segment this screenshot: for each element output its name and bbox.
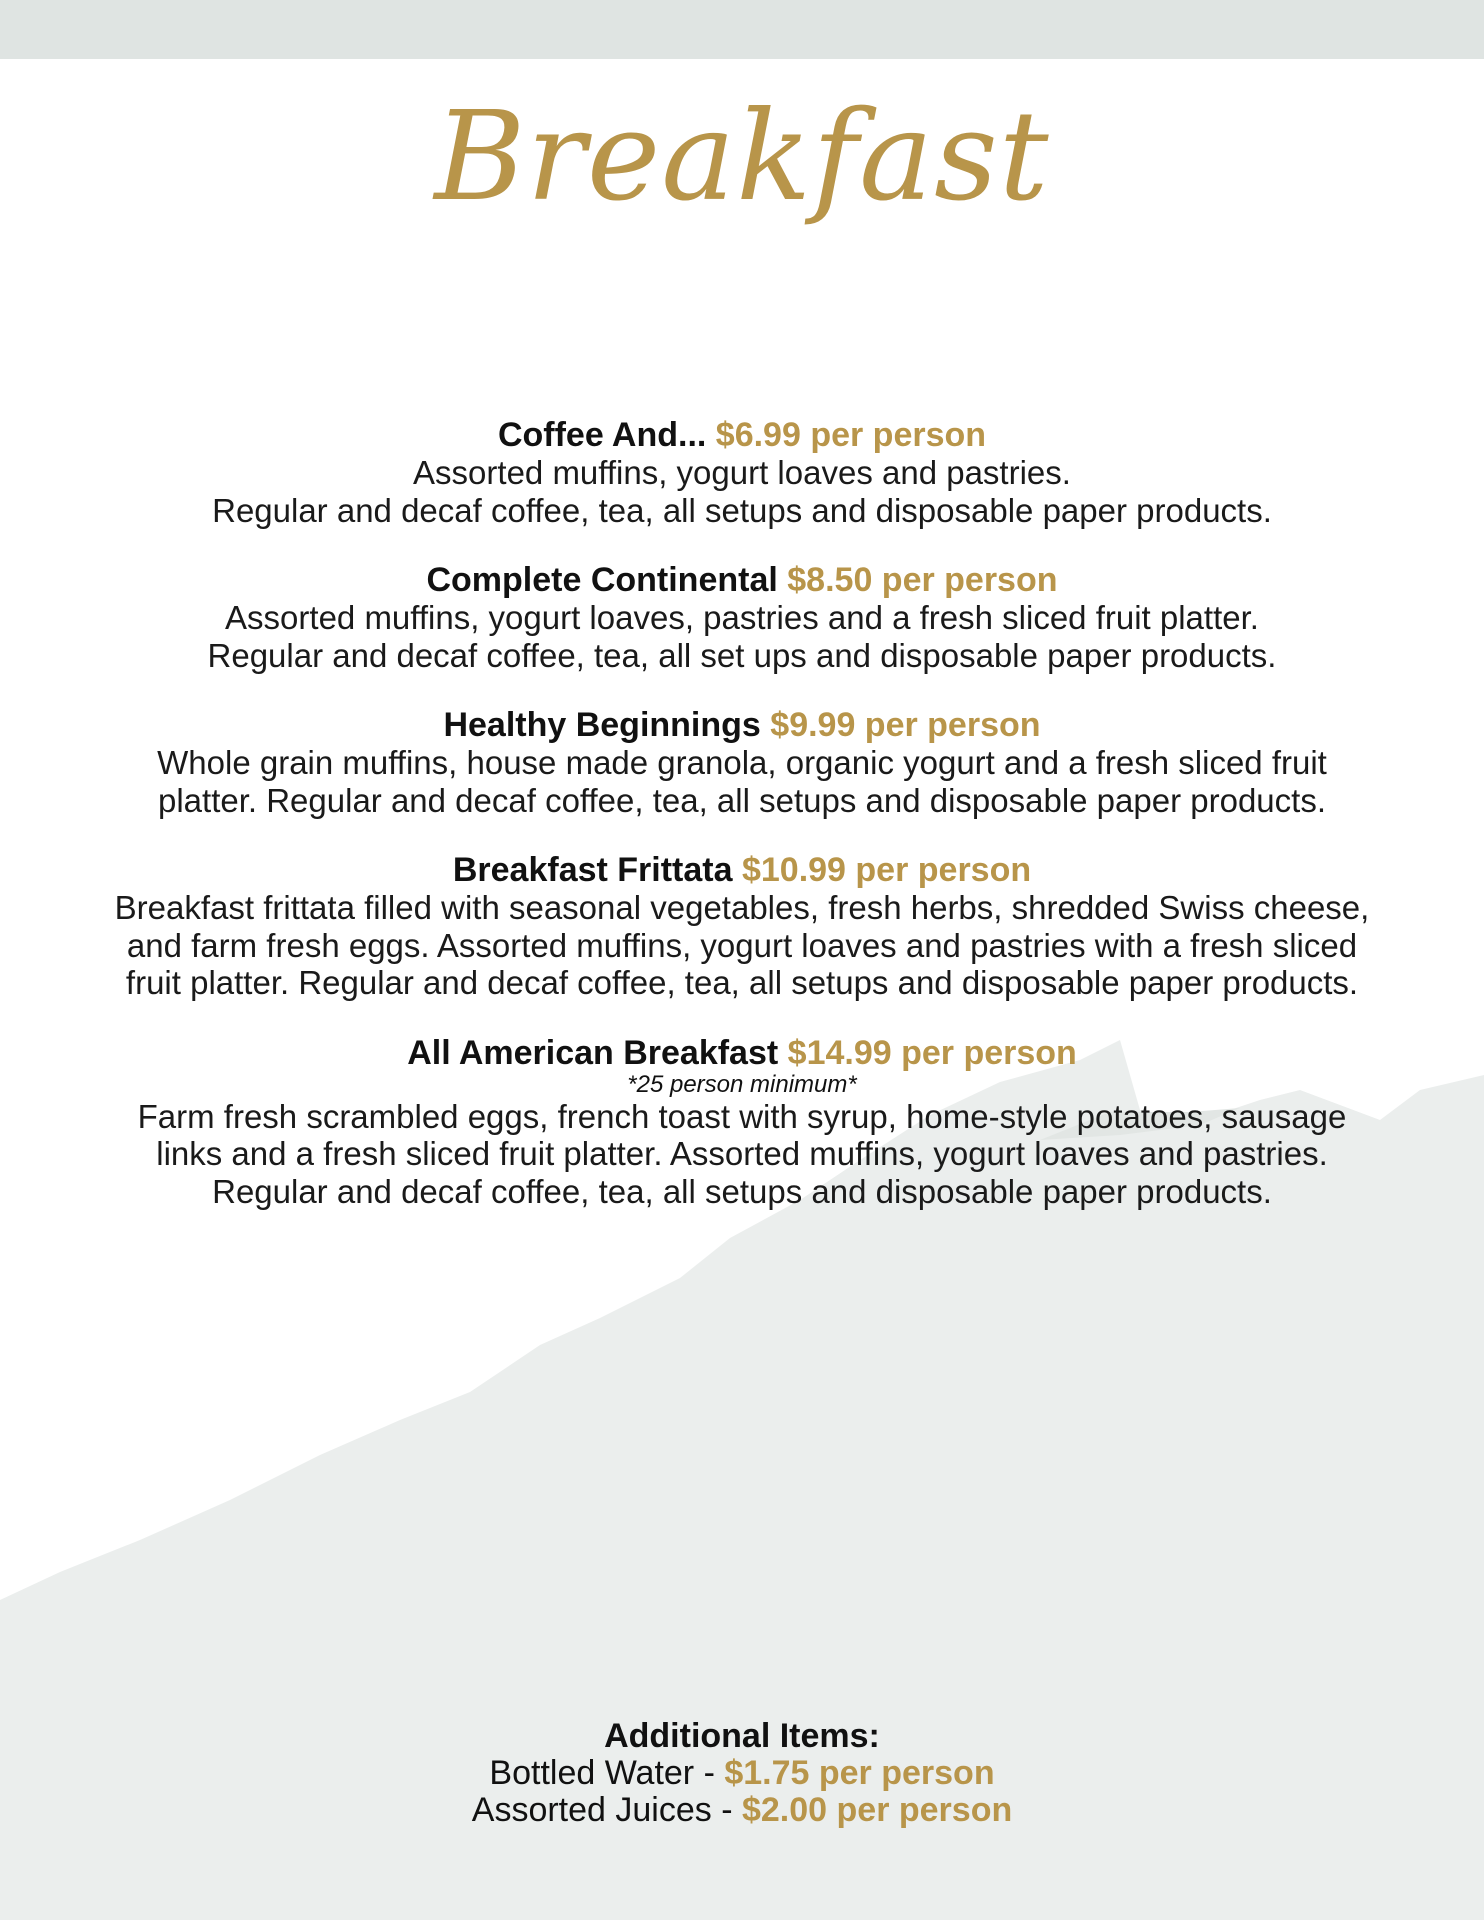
- item-name: Breakfast Frittata: [452, 851, 733, 889]
- additional-item-price: $1.75 per person: [724, 1754, 995, 1792]
- item-name: Coffee And...: [497, 416, 707, 454]
- item-price: $8.50 per person: [787, 561, 1058, 599]
- item-minimum-note: *25 person minimum*: [627, 1070, 857, 1098]
- item-description-line: and farm fresh eggs. Assorted muffins, yogurt loaves and pastries with a fresh sliced: [126, 926, 1358, 964]
- additional-item-bottled-water: [0, 1755, 1484, 1792]
- item-name: Complete Continental: [426, 561, 778, 599]
- menu-item-breakfast-frittata: [40, 851, 1444, 1002]
- item-description-line: Regular and decaf coffee, tea, all set ups and disposable paper products.: [207, 636, 1277, 674]
- breakfast-menu: [40, 416, 1444, 1242]
- additional-items-title: Additional Items:: [604, 1717, 880, 1755]
- menu-item-healthy-beginnings: [40, 706, 1444, 819]
- item-description-line: fruit platter. Regular and decaf coffee, tea, all setups and disposable paper products.: [125, 964, 1359, 1001]
- additional-item-label: Bottled Water -: [489, 1754, 725, 1792]
- item-name: All American Breakfast: [407, 1033, 779, 1072]
- additional-item-assorted-juices: [0, 1792, 1484, 1829]
- additional-item-price: $2.00 per person: [741, 1791, 1013, 1829]
- item-price: $10.99 per person: [741, 851, 1032, 889]
- item-price: $14.99 per person: [787, 1033, 1077, 1072]
- item-description-line: Assorted muffins, yogurt loaves and pastries.: [413, 454, 1071, 491]
- item-name: Healthy Beginnings: [443, 706, 761, 744]
- item-header: [40, 416, 1444, 454]
- item-description-line: Regular and decaf coffee, tea, all setups and disposable paper products.: [212, 491, 1272, 529]
- item-price: $6.99 per person: [715, 416, 987, 454]
- item-description-line: platter. Regular and decaf coffee, tea, all setups and disposable paper products.: [157, 781, 1326, 819]
- item-header: [40, 706, 1444, 744]
- item-header: [40, 561, 1444, 599]
- item-description-line: Regular and decaf coffee, tea, all setups and disposable paper products.: [212, 1172, 1272, 1210]
- item-header: [40, 851, 1444, 889]
- menu-item-all-american-breakfast: [40, 1034, 1444, 1211]
- item-description-line: Breakfast frittata filled with seasonal vegetables, fresh herbs, shredded Swiss cheese,: [114, 889, 1370, 926]
- menu-item-complete-continental: [40, 561, 1444, 674]
- item-description-line: Whole grain muffins, house made granola, organic yogurt and a fresh sliced fruit: [157, 744, 1327, 781]
- additional-items: [0, 1717, 1484, 1829]
- item-description-line: Assorted muffins, yogurt loaves, pastries and a fresh sliced fruit platter.: [225, 599, 1259, 636]
- additional-item-label: Assorted Juices -: [471, 1791, 742, 1829]
- item-header: [40, 1034, 1444, 1072]
- item-price: $9.99 per person: [770, 706, 1041, 744]
- page-title: Breakfast: [434, 85, 1050, 229]
- item-description-line: links and a fresh sliced fruit platter. Assorted muffins, yogurt loaves and pastries.: [156, 1135, 1328, 1172]
- item-description-line: Farm fresh scrambled eggs, french toast with syrup, home-style potatoes, sausage: [137, 1097, 1347, 1135]
- menu-item-coffee-and: [40, 416, 1444, 529]
